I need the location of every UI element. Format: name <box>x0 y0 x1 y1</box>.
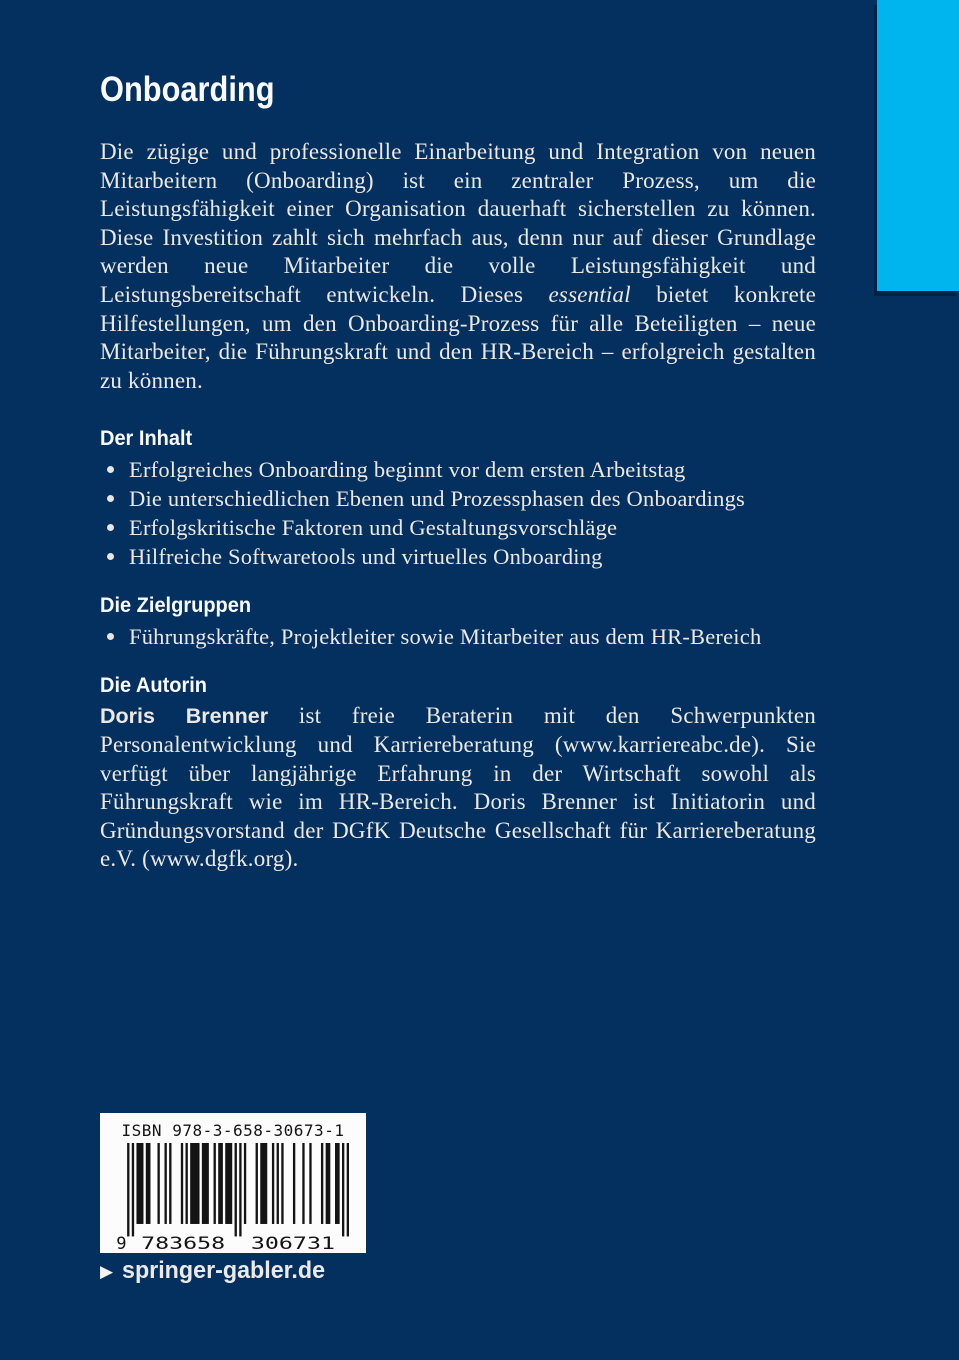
inhalt-list <box>100 455 816 571</box>
bullet-dot-icon <box>107 524 114 531</box>
publisher-url: springer-gabler.de <box>122 1257 326 1284</box>
svg-text:306731: 306731 <box>250 1233 335 1252</box>
section-zielgruppen <box>100 592 816 651</box>
intro-paragraph <box>100 138 816 395</box>
section-heading-autorin: Die Autorin <box>100 673 208 698</box>
bullet-dot-icon <box>107 495 114 502</box>
zielgruppen-list <box>100 622 816 651</box>
list-item-label: Führungskräfte, Projektleiter sowie Mitarbeiter aus dem HR-Bereich <box>129 624 762 650</box>
list-item <box>100 622 816 651</box>
page-title: Onboarding <box>100 70 275 109</box>
isbn-label: ISBN 978-3-658-30673-1 <box>121 1121 345 1140</box>
list-item-label: Die unterschiedlichen Ebenen und Prozessphasen des Onboardings <box>129 486 745 512</box>
list-item-label: Hilfreiche Softwaretools und virtuelles Onboarding <box>129 544 603 570</box>
bullet-dot-icon <box>107 466 114 473</box>
section-autorin <box>100 672 816 874</box>
list-item-label: Erfolgreiches Onboarding beginnt vor dem ersten Arbeitstag <box>129 457 686 483</box>
list-item <box>100 542 816 571</box>
intro-text-after: bietet konkrete Hilfestellungen, um den Onboarding-Prozess für alle Beteiligten – neue Mitarbeiter, die Führungskraft und den HR-Bereich – erfolgreich gestalten zu können. <box>100 281 816 393</box>
bullet-dot-icon <box>107 553 114 560</box>
author-bio-text: ist freie Beraterin mit den Schwerpunkten Personalentwicklung und Karriereberatung (www.karriereabc.de). Sie verfügt über langjährige Erfahrung in der Wirtschaft sowohl als Führungskraft wie im HR-Bereich. Doris Brenner ist Initiatorin und Gründungsvorstand der DGfK Deutsche Gesellschaft für Karriereberatung e.V. (www.dgfk.org). <box>100 703 816 872</box>
list-item <box>100 513 816 542</box>
svg-text:9: 9 <box>116 1233 127 1252</box>
play-arrow-icon: ▶ <box>100 1261 114 1281</box>
isbn-barcode-box <box>100 1113 366 1253</box>
svg-text:783658: 783658 <box>141 1233 226 1252</box>
list-item-label: Erfolgskritische Faktoren und Gestaltungsvorschläge <box>129 515 618 541</box>
cover-content <box>100 70 816 874</box>
author-name: Doris Brenner <box>100 704 269 729</box>
ean13-barcode-icon <box>116 1143 350 1252</box>
author-bio <box>100 702 816 874</box>
accent-stripe <box>877 0 959 291</box>
section-inhalt <box>100 425 816 571</box>
section-heading-zielgruppen: Die Zielgruppen <box>100 593 252 618</box>
list-item <box>100 455 816 484</box>
publisher-url-line <box>100 1257 336 1285</box>
section-heading-inhalt: Der Inhalt <box>100 426 193 451</box>
intro-text-before: Die zügige und professionelle Einarbeitung und Integration von neuen Mitarbeitern (Onboarding) ist ein zentraler Prozess, um die Leistungsfähigkeit einer Organisation dauerhaft sicherstellen zu können. Diese Investition zahlt sich mehrfach aus, denn nur auf dieser Grundlage werden neue Mitarbeiter die volle Leistungsfähigkeit und Leistungsbereitschaft entwickeln. Dieses <box>100 139 816 307</box>
list-item <box>100 484 816 513</box>
bullet-dot-icon <box>107 633 114 640</box>
intro-text-italic: essential <box>548 281 631 307</box>
